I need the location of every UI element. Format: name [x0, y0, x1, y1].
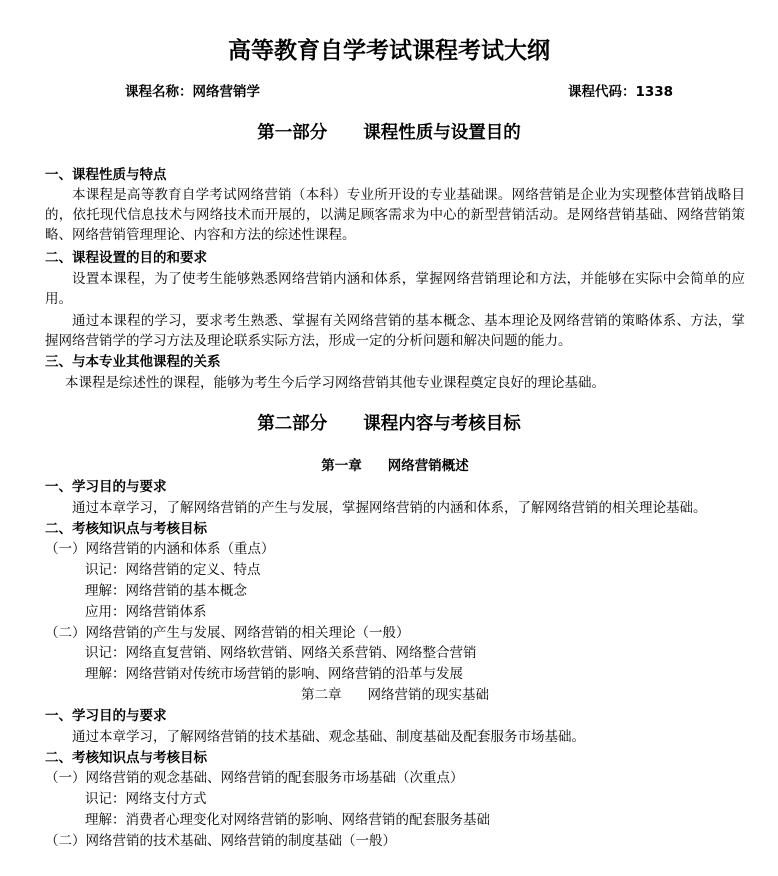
part1-heading — [0, 121, 778, 145]
part1-title: 课程性质与设置目的 — [363, 123, 521, 143]
chapter1-title: 网络营销概述 — [387, 458, 469, 474]
part2-heading — [0, 412, 778, 436]
chapter1-goal-heading: 一、学习目的与要求 — [45, 479, 167, 495]
chapter2-point-2: （二）网络营销的技术基础、网络营销的制度基础（一般） — [45, 833, 396, 849]
section-heading-3: 三、与本专业其他课程的关系 — [45, 354, 221, 370]
chapter1-point-1-recall: 识记：网络营销的定义、特点 — [85, 562, 261, 578]
chapter2-number: 第二章 — [301, 687, 342, 703]
course-name: 课程名称：网络营销学 — [125, 84, 260, 100]
chapter2-goal-text: 通过本章学习，了解网络营销的技术基础、观念基础、制度基础及配套服务市场基础。 — [72, 729, 585, 745]
chapter2-point-1-recall: 识记：网络支付方式 — [85, 791, 207, 807]
chapter1-point-1-understand: 理解：网络营销的基本概念 — [85, 583, 247, 599]
chapter1-heading — [0, 456, 778, 476]
section-paragraph-3: 本课程是综述性的课程，能够为考生今后学习网络营销其他专业课程奠定良好的理论基础。 — [65, 375, 605, 391]
section-paragraph-2b: 通过本课程的学习，要求考生熟悉、掌握有关网络营销的基本概念、基本理论及网络营销的策略体系、方法，掌握网络营销学的学习方法及理论联系实际方法，形成一定的分析问题和解决问题的能力。 — [45, 313, 745, 349]
part2-number: 第二部分 — [257, 414, 328, 434]
chapter1-number: 第一章 — [321, 458, 362, 474]
course-code: 课程代码：1338 — [568, 84, 674, 100]
chapter1-point-1: （一）网络营销的内涵和体系（重点） — [45, 541, 275, 557]
chapter1-point-2-recall: 识记：网络直复营销、网络软营销、网络关系营销、网络整合营销 — [85, 645, 477, 661]
section-paragraph-2a: 设置本课程，为了使考生能够熟悉网络营销内涵和体系，掌握网络营销理论和方法，并能够在实际中会简单的应用。 — [45, 271, 745, 307]
chapter2-point-1-understand: 理解：消费者心理变化对网络营销的影响、网络营销的配套服务基础 — [85, 812, 490, 828]
section-heading-1: 一、课程性质与特点 — [45, 167, 167, 183]
chapter2-knowledge-heading: 二、考核知识点与考核目标 — [45, 750, 207, 766]
chapter1-point-1-apply: 应用：网络营销体系 — [85, 604, 207, 620]
chapter2-heading — [0, 685, 778, 705]
chapter1-goal-text: 通过本章学习，了解网络营销的产生与发展，掌握网络营销的内涵和体系，了解网络营销的相关理论基础。 — [72, 500, 707, 516]
section-heading-2: 二、课程设置的目的和要求 — [45, 250, 207, 266]
section-paragraph-1: 本课程是高等教育自学考试网络营销（本科）专业所开设的专业基础课。网络营销是企业为实现整体营销战略目的，依托现代信息技术与网络技术而开展的，以满足顾客需求为中心的新型营销活动。是网络营销基础、网络营销策略、网络营销管理理论、内容和方法的综述性课程。 — [45, 187, 745, 243]
chapter1-point-2: （二）网络营销的产生与发展、网络营销的相关理论（一般） — [45, 625, 410, 641]
document-title: 高等教育自学考试课程考试大纲 — [228, 37, 550, 64]
chapter2-point-1: （一）网络营销的观念基础、网络营销的配套服务市场基础（次重点） — [45, 770, 464, 786]
chapter1-point-2-understand: 理解：网络营销对传统市场营销的影响、网络营销的沿革与发展 — [85, 666, 463, 682]
chapter1-knowledge-heading: 二、考核知识点与考核目标 — [45, 521, 207, 537]
part2-title: 课程内容与考核目标 — [363, 414, 521, 434]
chapter2-title: 网络营销的现实基础 — [367, 687, 489, 703]
part1-number: 第一部分 — [257, 123, 328, 143]
chapter2-goal-heading: 一、学习目的与要求 — [45, 708, 167, 724]
